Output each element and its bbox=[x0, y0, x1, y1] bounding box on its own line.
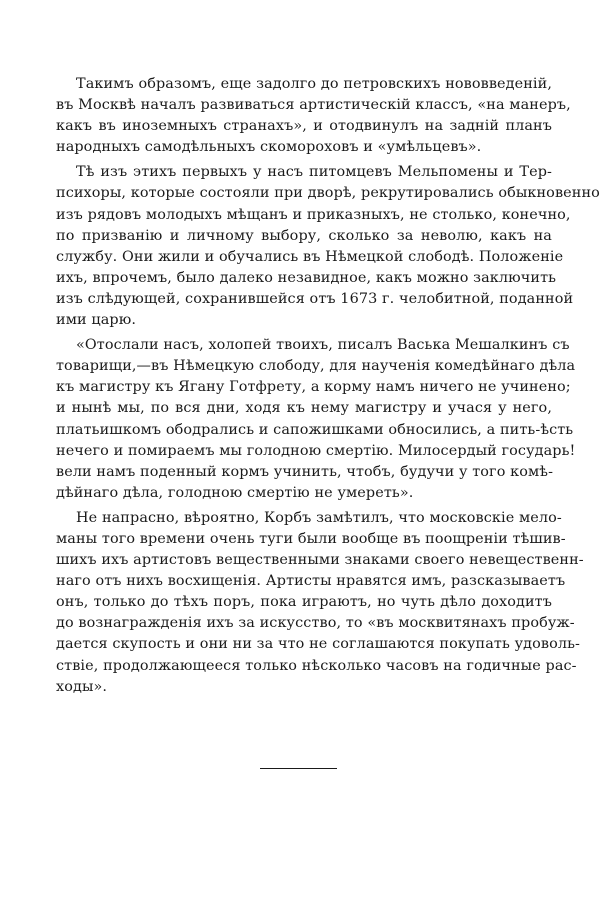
text-line: и нынѣ мы, по вся дни, ходя къ нему магистру и учася у него, bbox=[56, 400, 552, 417]
text-line: маны того времени очень туги были вообще въ поощреніи тѣшив- bbox=[56, 530, 566, 547]
paragraph-4 bbox=[56, 508, 584, 698]
text-line: ствіе, продолжающееся только нѣсколько часовъ на годичные рас- bbox=[56, 657, 577, 674]
text-line: изъ слѣдующей, сохранившейся отъ 1673 г. челобитной, поданной bbox=[56, 290, 574, 307]
text-line: службу. Они жили и обучались въ Нѣмецкой слободѣ. Положеніе bbox=[56, 248, 564, 265]
text-line: нечего и помираемъ мы голодною смертію. Милосердый государь! bbox=[56, 442, 576, 459]
text-line: товарищи,—въ Нѣмецкую слободу, для наученія комедѣйнаго дѣла bbox=[56, 358, 576, 375]
text-line: психоры, которые состояли при дворѣ, рекрутировались обыкновенно bbox=[56, 185, 600, 202]
text-line: ими царю. bbox=[56, 312, 136, 329]
text-line: Тѣ изъ этихъ первыхъ у насъ питомцевъ Мельпомены и Тер- bbox=[76, 164, 552, 181]
text-line: Такимъ образомъ, еще задолго до петровскихъ нововведеній, bbox=[76, 76, 552, 92]
text-line: вели намъ поденный кормъ учинить, чтобъ, будучи у того комѣ- bbox=[56, 463, 554, 480]
text-line: наго отъ нихъ восхищенія. Артисты нравятся имъ, разсказываетъ bbox=[56, 573, 566, 590]
paragraph-3 bbox=[56, 335, 576, 504]
text-line: «Отослали насъ, холопей твоихъ, писалъ Васька Мешалкинъ съ bbox=[76, 337, 570, 354]
text-line: дается скупость и они ни за что не соглашаются покупать удоволь- bbox=[56, 636, 580, 653]
text-line: въ Москвѣ началъ развиваться артистическій классъ, «на манеръ, bbox=[56, 97, 571, 114]
end-rule bbox=[260, 768, 337, 769]
text-line: какъ въ иноземныхъ странахъ», и отодвинулъ на задній планъ bbox=[56, 118, 552, 135]
paragraph-2 bbox=[56, 162, 600, 331]
text-line: къ магистру къ Ягану Готфрету, а корму намъ ничего не учинено; bbox=[56, 379, 571, 396]
text-line: по призванію и личному выбору, сколько за неволю, какъ на bbox=[56, 227, 552, 244]
text-line: Не напрасно, вѣроятно, Корбъ замѣтилъ, что московскіе мело- bbox=[76, 509, 562, 526]
page-text bbox=[56, 74, 600, 698]
text-line: до вознагражденія ихъ за искусство, то «въ москвитянахъ пробуж- bbox=[56, 615, 575, 632]
text-line: онъ, только до тѣхъ поръ, пока играютъ, но чуть дѣло доходитъ bbox=[56, 594, 552, 611]
text-line: платьишкомъ ободрались и сапожишками обносились, а пить-ѣсть bbox=[56, 421, 574, 438]
text-line: народныхъ самодѣльныхъ скомороховъ и «умѣльцевъ». bbox=[56, 139, 482, 156]
text-line: ходы». bbox=[56, 678, 108, 695]
text-line: шихъ ихъ артистовъ вещественными знаками своего невещественн- bbox=[56, 552, 584, 569]
text-line: дѣйнаго дѣла, голодною смертію не умереть». bbox=[56, 484, 414, 501]
text-line: ихъ, впрочемъ, было далеко незавидное, какъ можно заключить bbox=[56, 269, 557, 286]
text-line: изъ рядовъ молодыхъ мѣщанъ и приказныхъ, не столько, конечно, bbox=[56, 206, 571, 223]
paragraph-1 bbox=[56, 74, 571, 158]
